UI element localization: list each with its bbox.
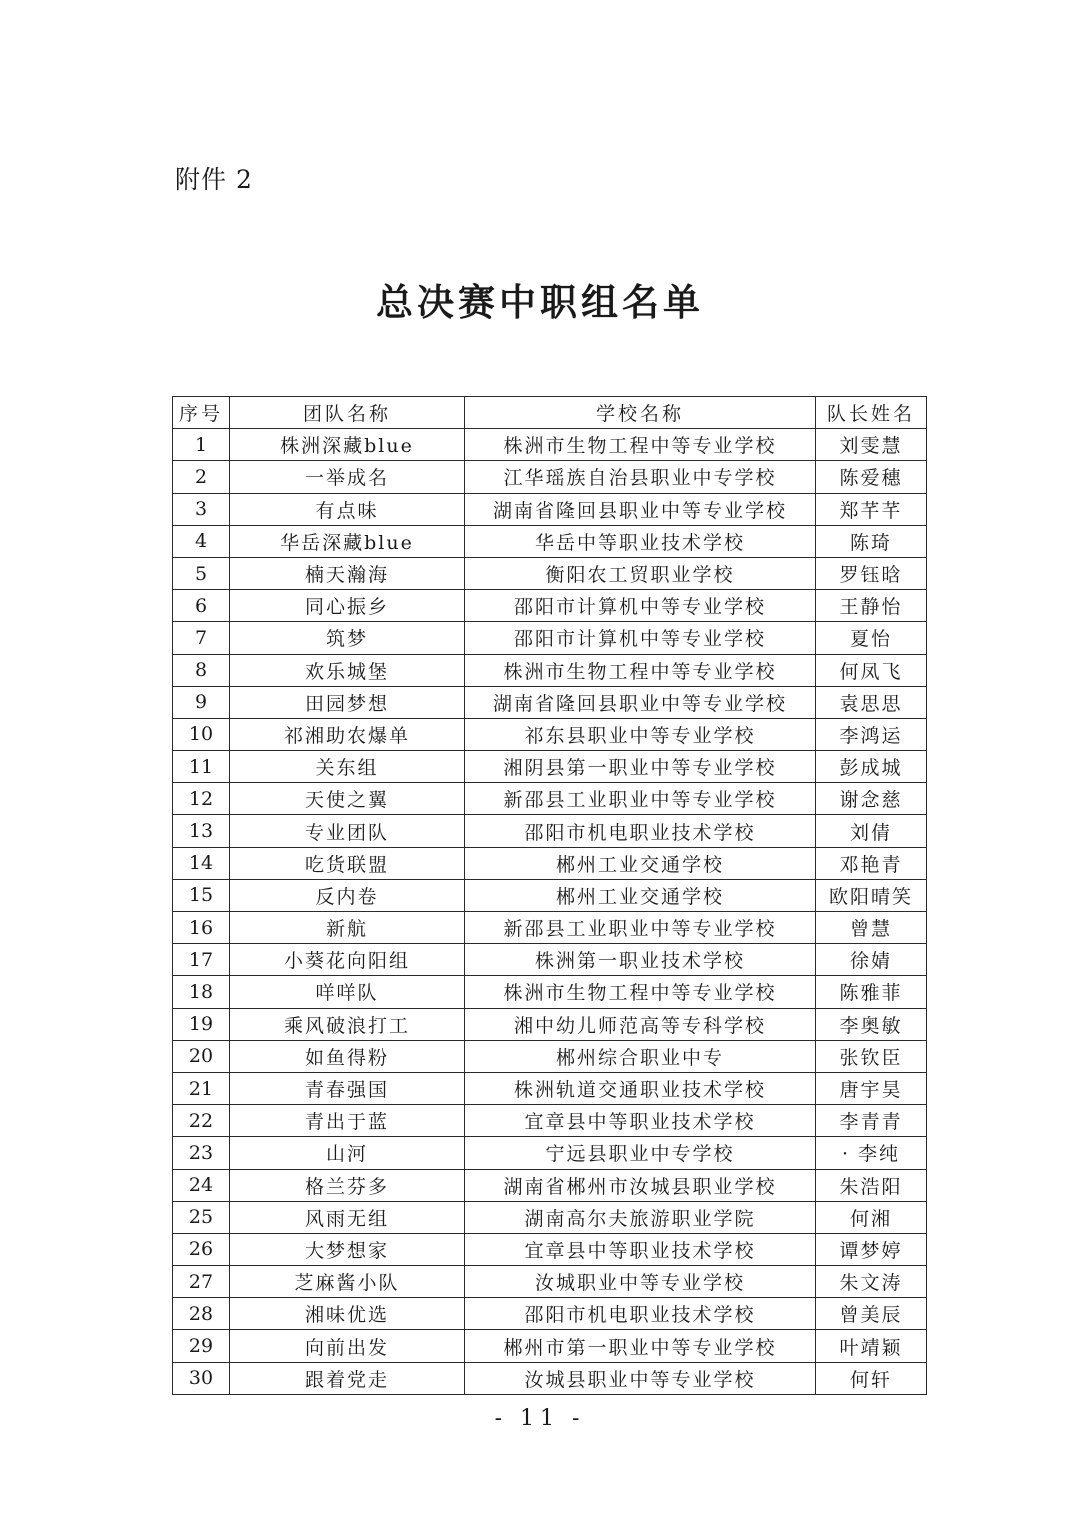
cell-captain-name: 谭梦婷 <box>816 1233 927 1265</box>
cell-school-name: 新邵县工业职业中等专业学校 <box>465 783 816 815</box>
table-row <box>173 1169 927 1201</box>
cell-team-name: 湘味优选 <box>230 1298 465 1330</box>
cell-team-name: 一举成名 <box>230 461 465 493</box>
table-row <box>173 429 927 461</box>
cell-captain-name: 谢念慈 <box>816 783 927 815</box>
table-row <box>173 1105 927 1137</box>
cell-school-name: 湖南高尔夫旅游职业学院 <box>465 1201 816 1233</box>
cell-index: 21 <box>173 1072 230 1104</box>
header-team-name: 团队名称 <box>230 397 465 429</box>
cell-captain-name: 刘倩 <box>816 815 927 847</box>
cell-school-name: 株洲市生物工程中等专业学校 <box>465 654 816 686</box>
page-footer <box>0 1406 1080 1431</box>
cell-index: 13 <box>173 815 230 847</box>
cell-captain-name: 叶靖颖 <box>816 1330 927 1362</box>
cell-index: 29 <box>173 1330 230 1362</box>
cell-team-name: 风雨无组 <box>230 1201 465 1233</box>
document-title: 总决赛中职组名单 <box>376 280 704 324</box>
cell-index: 28 <box>173 1298 230 1330</box>
cell-team-name: 大梦想家 <box>230 1233 465 1265</box>
cell-team-name: 天使之翼 <box>230 783 465 815</box>
table-row <box>173 461 927 493</box>
table-row <box>173 751 927 783</box>
cell-team-name: 乘风破浪打工 <box>230 1008 465 1040</box>
header-school-name: 学校名称 <box>465 397 816 429</box>
table-row <box>173 1040 927 1072</box>
table-body <box>173 429 927 1395</box>
cell-captain-name: 陈琦 <box>816 525 927 557</box>
cell-team-name: 田园梦想 <box>230 686 465 718</box>
page-number: 11 <box>520 1406 560 1431</box>
cell-team-name: 株洲深藏blue <box>230 429 465 461</box>
table-row <box>173 1201 927 1233</box>
cell-captain-name: 李鸿运 <box>816 718 927 750</box>
cell-captain-name: 李奥敏 <box>816 1008 927 1040</box>
cell-captain-name: 王静怡 <box>816 590 927 622</box>
cell-captain-name: 罗钰晗 <box>816 557 927 589</box>
cell-index: 26 <box>173 1233 230 1265</box>
cell-index: 19 <box>173 1008 230 1040</box>
table-row <box>173 783 927 815</box>
cell-school-name: 汝城县职业中等专业学校 <box>465 1362 816 1394</box>
cell-team-name: 同心振乡 <box>230 590 465 622</box>
cell-captain-name: 何湘 <box>816 1201 927 1233</box>
cell-index: 1 <box>173 429 230 461</box>
cell-captain-name: 唐宇昊 <box>816 1072 927 1104</box>
table-row <box>173 525 927 557</box>
table-row <box>173 1362 927 1394</box>
cell-captain-name: 陈爱穗 <box>816 461 927 493</box>
header-captain-name: 队长姓名 <box>816 397 927 429</box>
cell-index: 27 <box>173 1266 230 1298</box>
cell-school-name: 株洲第一职业技术学校 <box>465 944 816 976</box>
cell-school-name: 湖南省郴州市汝城县职业学校 <box>465 1169 816 1201</box>
cell-team-name: 青春强国 <box>230 1072 465 1104</box>
cell-school-name: 湘阴县第一职业中等专业学校 <box>465 751 816 783</box>
cell-school-name: 株洲轨道交通职业技术学校 <box>465 1072 816 1104</box>
cell-index: 10 <box>173 718 230 750</box>
cell-school-name: 株洲市生物工程中等专业学校 <box>465 429 816 461</box>
cell-school-name: 新邵县工业职业中等专业学校 <box>465 912 816 944</box>
cell-team-name: 欢乐城堡 <box>230 654 465 686</box>
cell-team-name: 有点味 <box>230 493 465 525</box>
cell-index: 2 <box>173 461 230 493</box>
cell-captain-name: 朱浩阳 <box>816 1169 927 1201</box>
table-row <box>173 557 927 589</box>
cell-team-name: 芝麻酱小队 <box>230 1266 465 1298</box>
cell-index: 18 <box>173 976 230 1008</box>
cell-captain-name: 徐婧 <box>816 944 927 976</box>
cell-index: 9 <box>173 686 230 718</box>
table-row <box>173 590 927 622</box>
dash-right: - <box>572 1406 586 1431</box>
cell-school-name: 江华瑶族自治县职业中专学校 <box>465 461 816 493</box>
cell-index: 11 <box>173 751 230 783</box>
cell-index: 4 <box>173 525 230 557</box>
cell-team-name: 专业团队 <box>230 815 465 847</box>
cell-captain-name: 曾慧 <box>816 912 927 944</box>
cell-index: 16 <box>173 912 230 944</box>
table-row <box>173 912 927 944</box>
cell-school-name: 株洲市生物工程中等专业学校 <box>465 976 816 1008</box>
table-header-row <box>173 397 927 429</box>
cell-captain-name: 何凤飞 <box>816 654 927 686</box>
cell-school-name: 宁远县职业中专学校 <box>465 1137 816 1169</box>
table-row <box>173 1330 927 1362</box>
cell-captain-name: 郑芊芊 <box>816 493 927 525</box>
cell-school-name: 郴州工业交通学校 <box>465 879 816 911</box>
table-row <box>173 493 927 525</box>
cell-captain-name: 李青青 <box>816 1105 927 1137</box>
cell-school-name: 邵阳市机电职业技术学校 <box>465 1298 816 1330</box>
cell-school-name: 郴州综合职业中专 <box>465 1040 816 1072</box>
table-row <box>173 1137 927 1169</box>
table-row <box>173 1298 927 1330</box>
cell-school-name: 祁东县职业中等专业学校 <box>465 718 816 750</box>
cell-index: 24 <box>173 1169 230 1201</box>
cell-index: 22 <box>173 1105 230 1137</box>
table-row <box>173 654 927 686</box>
cell-captain-name: 邓艳青 <box>816 847 927 879</box>
cell-index: 25 <box>173 1201 230 1233</box>
attachment-label: 附件 2 <box>175 165 253 194</box>
cell-school-name: 衡阳农工贸职业学校 <box>465 557 816 589</box>
cell-index: 3 <box>173 493 230 525</box>
table-row <box>173 944 927 976</box>
table-row <box>173 622 927 654</box>
cell-team-name: 如鱼得粉 <box>230 1040 465 1072</box>
cell-team-name: 青出于蓝 <box>230 1105 465 1137</box>
cell-team-name: 咩咩队 <box>230 976 465 1008</box>
cell-captain-name: 曾美辰 <box>816 1298 927 1330</box>
cell-captain-name: 陈雅菲 <box>816 976 927 1008</box>
cell-team-name: 祁湘助农爆单 <box>230 718 465 750</box>
cell-captain-name: 袁思思 <box>816 686 927 718</box>
cell-school-name: 汝城职业中等专业学校 <box>465 1266 816 1298</box>
cell-team-name: 华岳深藏blue <box>230 525 465 557</box>
cell-school-name: 宜章县中等职业技术学校 <box>465 1105 816 1137</box>
cell-index: 14 <box>173 847 230 879</box>
cell-team-name: 格兰芬多 <box>230 1169 465 1201</box>
cell-school-name: 湖南省隆回县职业中等专业学校 <box>465 493 816 525</box>
cell-index: 5 <box>173 557 230 589</box>
roster-table <box>172 396 927 1395</box>
cell-captain-name: 张钦臣 <box>816 1040 927 1072</box>
cell-school-name: 宜章县中等职业技术学校 <box>465 1233 816 1265</box>
cell-team-name: 小葵花向阳组 <box>230 944 465 976</box>
cell-captain-name: 夏怡 <box>816 622 927 654</box>
dash-left: - <box>494 1406 508 1431</box>
cell-captain-name: 彭成城 <box>816 751 927 783</box>
cell-captain-name: · 李纯 <box>816 1137 927 1169</box>
cell-captain-name: 朱文涛 <box>816 1266 927 1298</box>
cell-index: 17 <box>173 944 230 976</box>
table-row <box>173 686 927 718</box>
cell-captain-name: 欧阳晴笑 <box>816 879 927 911</box>
cell-team-name: 跟着党走 <box>230 1362 465 1394</box>
cell-index: 15 <box>173 879 230 911</box>
cell-team-name: 筑梦 <box>230 622 465 654</box>
table-row <box>173 1266 927 1298</box>
cell-school-name: 郴州工业交通学校 <box>465 847 816 879</box>
cell-team-name: 新航 <box>230 912 465 944</box>
cell-index: 12 <box>173 783 230 815</box>
cell-index: 23 <box>173 1137 230 1169</box>
table-row <box>173 879 927 911</box>
cell-index: 20 <box>173 1040 230 1072</box>
cell-index: 8 <box>173 654 230 686</box>
header-index: 序号 <box>173 397 230 429</box>
cell-school-name: 邵阳市计算机中等专业学校 <box>465 622 816 654</box>
cell-school-name: 邵阳市机电职业技术学校 <box>465 815 816 847</box>
cell-school-name: 郴州市第一职业中等专业学校 <box>465 1330 816 1362</box>
cell-index: 30 <box>173 1362 230 1394</box>
table-row <box>173 847 927 879</box>
cell-index: 7 <box>173 622 230 654</box>
table-row <box>173 1233 927 1265</box>
table-row <box>173 1008 927 1040</box>
cell-school-name: 湖南省隆回县职业中等专业学校 <box>465 686 816 718</box>
cell-school-name: 邵阳市计算机中等专业学校 <box>465 590 816 622</box>
cell-school-name: 湘中幼儿师范高等专科学校 <box>465 1008 816 1040</box>
cell-team-name: 楠天瀚海 <box>230 557 465 589</box>
table-row <box>173 718 927 750</box>
cell-team-name: 反内卷 <box>230 879 465 911</box>
cell-captain-name: 何轩 <box>816 1362 927 1394</box>
table-row <box>173 815 927 847</box>
cell-team-name: 关东组 <box>230 751 465 783</box>
cell-team-name: 吃货联盟 <box>230 847 465 879</box>
cell-index: 6 <box>173 590 230 622</box>
cell-team-name: 向前出发 <box>230 1330 465 1362</box>
cell-team-name: 山河 <box>230 1137 465 1169</box>
cell-captain-name: 刘雯慧 <box>816 429 927 461</box>
table-row <box>173 976 927 1008</box>
cell-school-name: 华岳中等职业技术学校 <box>465 525 816 557</box>
table-row <box>173 1072 927 1104</box>
